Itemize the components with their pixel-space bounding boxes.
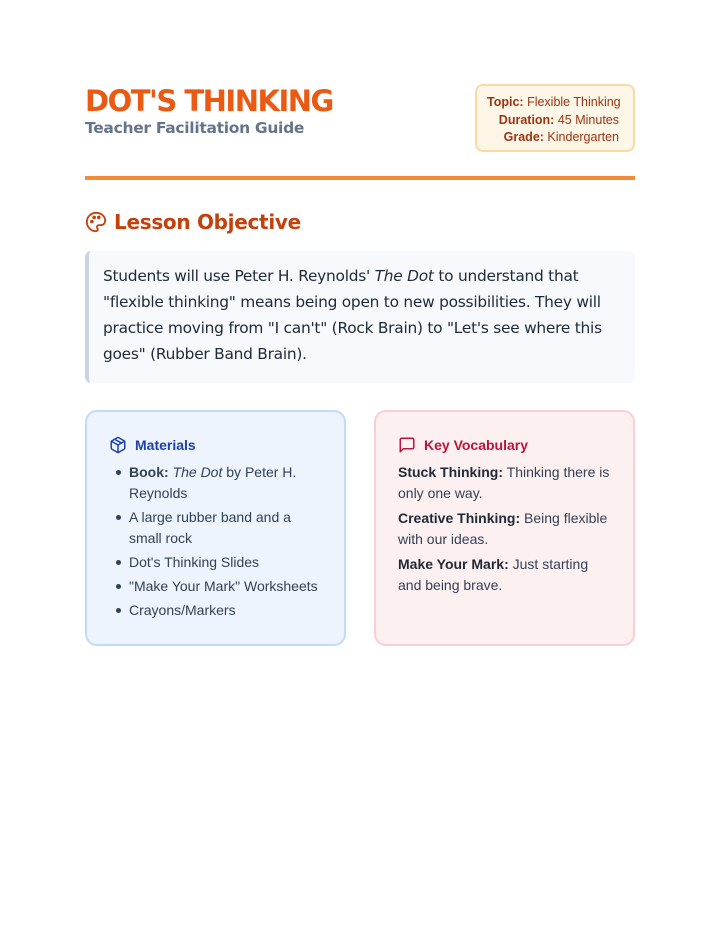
meta-grade-label: Grade:: [503, 130, 544, 144]
list-item: Dot's Thinking Slides: [109, 552, 322, 573]
vocabulary-card: [374, 410, 635, 646]
vocab-term: Creative Thinking:: [398, 510, 521, 526]
objective-text-before: Students will use Peter H. Reynolds': [103, 267, 375, 285]
meta-grade: [487, 129, 619, 147]
materials-card: [85, 410, 346, 646]
list-item: A large rubber band and a small rock: [109, 507, 322, 549]
list-item: [109, 462, 322, 504]
meta-topic: [487, 94, 619, 112]
objective-book-title: The Dot: [374, 267, 434, 285]
palette-icon: [85, 211, 107, 233]
page-subtitle: Teacher Facilitation Guide: [85, 119, 305, 137]
meta-duration-label: Duration:: [498, 112, 555, 127]
materials-list: [109, 462, 322, 621]
list-item: "Make Your Mark" Worksheets: [109, 576, 322, 597]
meta-topic-value: Flexible Thinking: [527, 95, 621, 109]
vocab-term: Stuck Thinking:: [398, 464, 503, 480]
header-divider: [85, 176, 635, 180]
vocab-item: [398, 462, 611, 504]
materials-heading-text: Materials: [135, 437, 196, 453]
objective-heading: [85, 206, 301, 238]
vocab-definition: Being flexible with our ideas.: [398, 510, 608, 547]
list-item: Crayons/Markers: [109, 600, 322, 621]
objective-text-after: to understand that "flexible thinking" means being open to new possibilities. They will practice moving from "I can't" (Rock Brain) to "Let's see where this goes" (Rubber Band Brain).: [103, 267, 602, 363]
box-icon: [109, 436, 127, 454]
message-square-icon: [398, 436, 416, 454]
vocabulary-heading: [398, 434, 611, 456]
lesson-meta-box: [475, 84, 635, 152]
book-author: by Peter H. Reynolds: [129, 464, 297, 501]
vocab-definition: Just starting and being brave.: [398, 556, 589, 593]
book-title: The Dot: [172, 464, 223, 480]
book-label: Book:: [129, 464, 169, 480]
meta-topic-label: Topic:: [487, 95, 524, 109]
vocab-item: [398, 508, 611, 550]
objective-callout: [85, 251, 635, 383]
meta-duration-value: 45 Minutes: [557, 112, 619, 127]
vocabulary-heading-text: Key Vocabulary: [424, 437, 529, 453]
vocab-definition: Thinking there is only one way.: [398, 464, 610, 501]
page-title: DOT'S THINKING: [85, 84, 333, 118]
meta-duration: [487, 112, 619, 130]
vocab-item: [398, 554, 611, 596]
vocab-term: Make Your Mark:: [398, 556, 509, 572]
materials-heading: [109, 434, 322, 456]
objective-heading-text: Lesson Objective: [114, 210, 301, 234]
meta-grade-value: Kindergarten: [547, 130, 619, 144]
header: [85, 84, 635, 160]
